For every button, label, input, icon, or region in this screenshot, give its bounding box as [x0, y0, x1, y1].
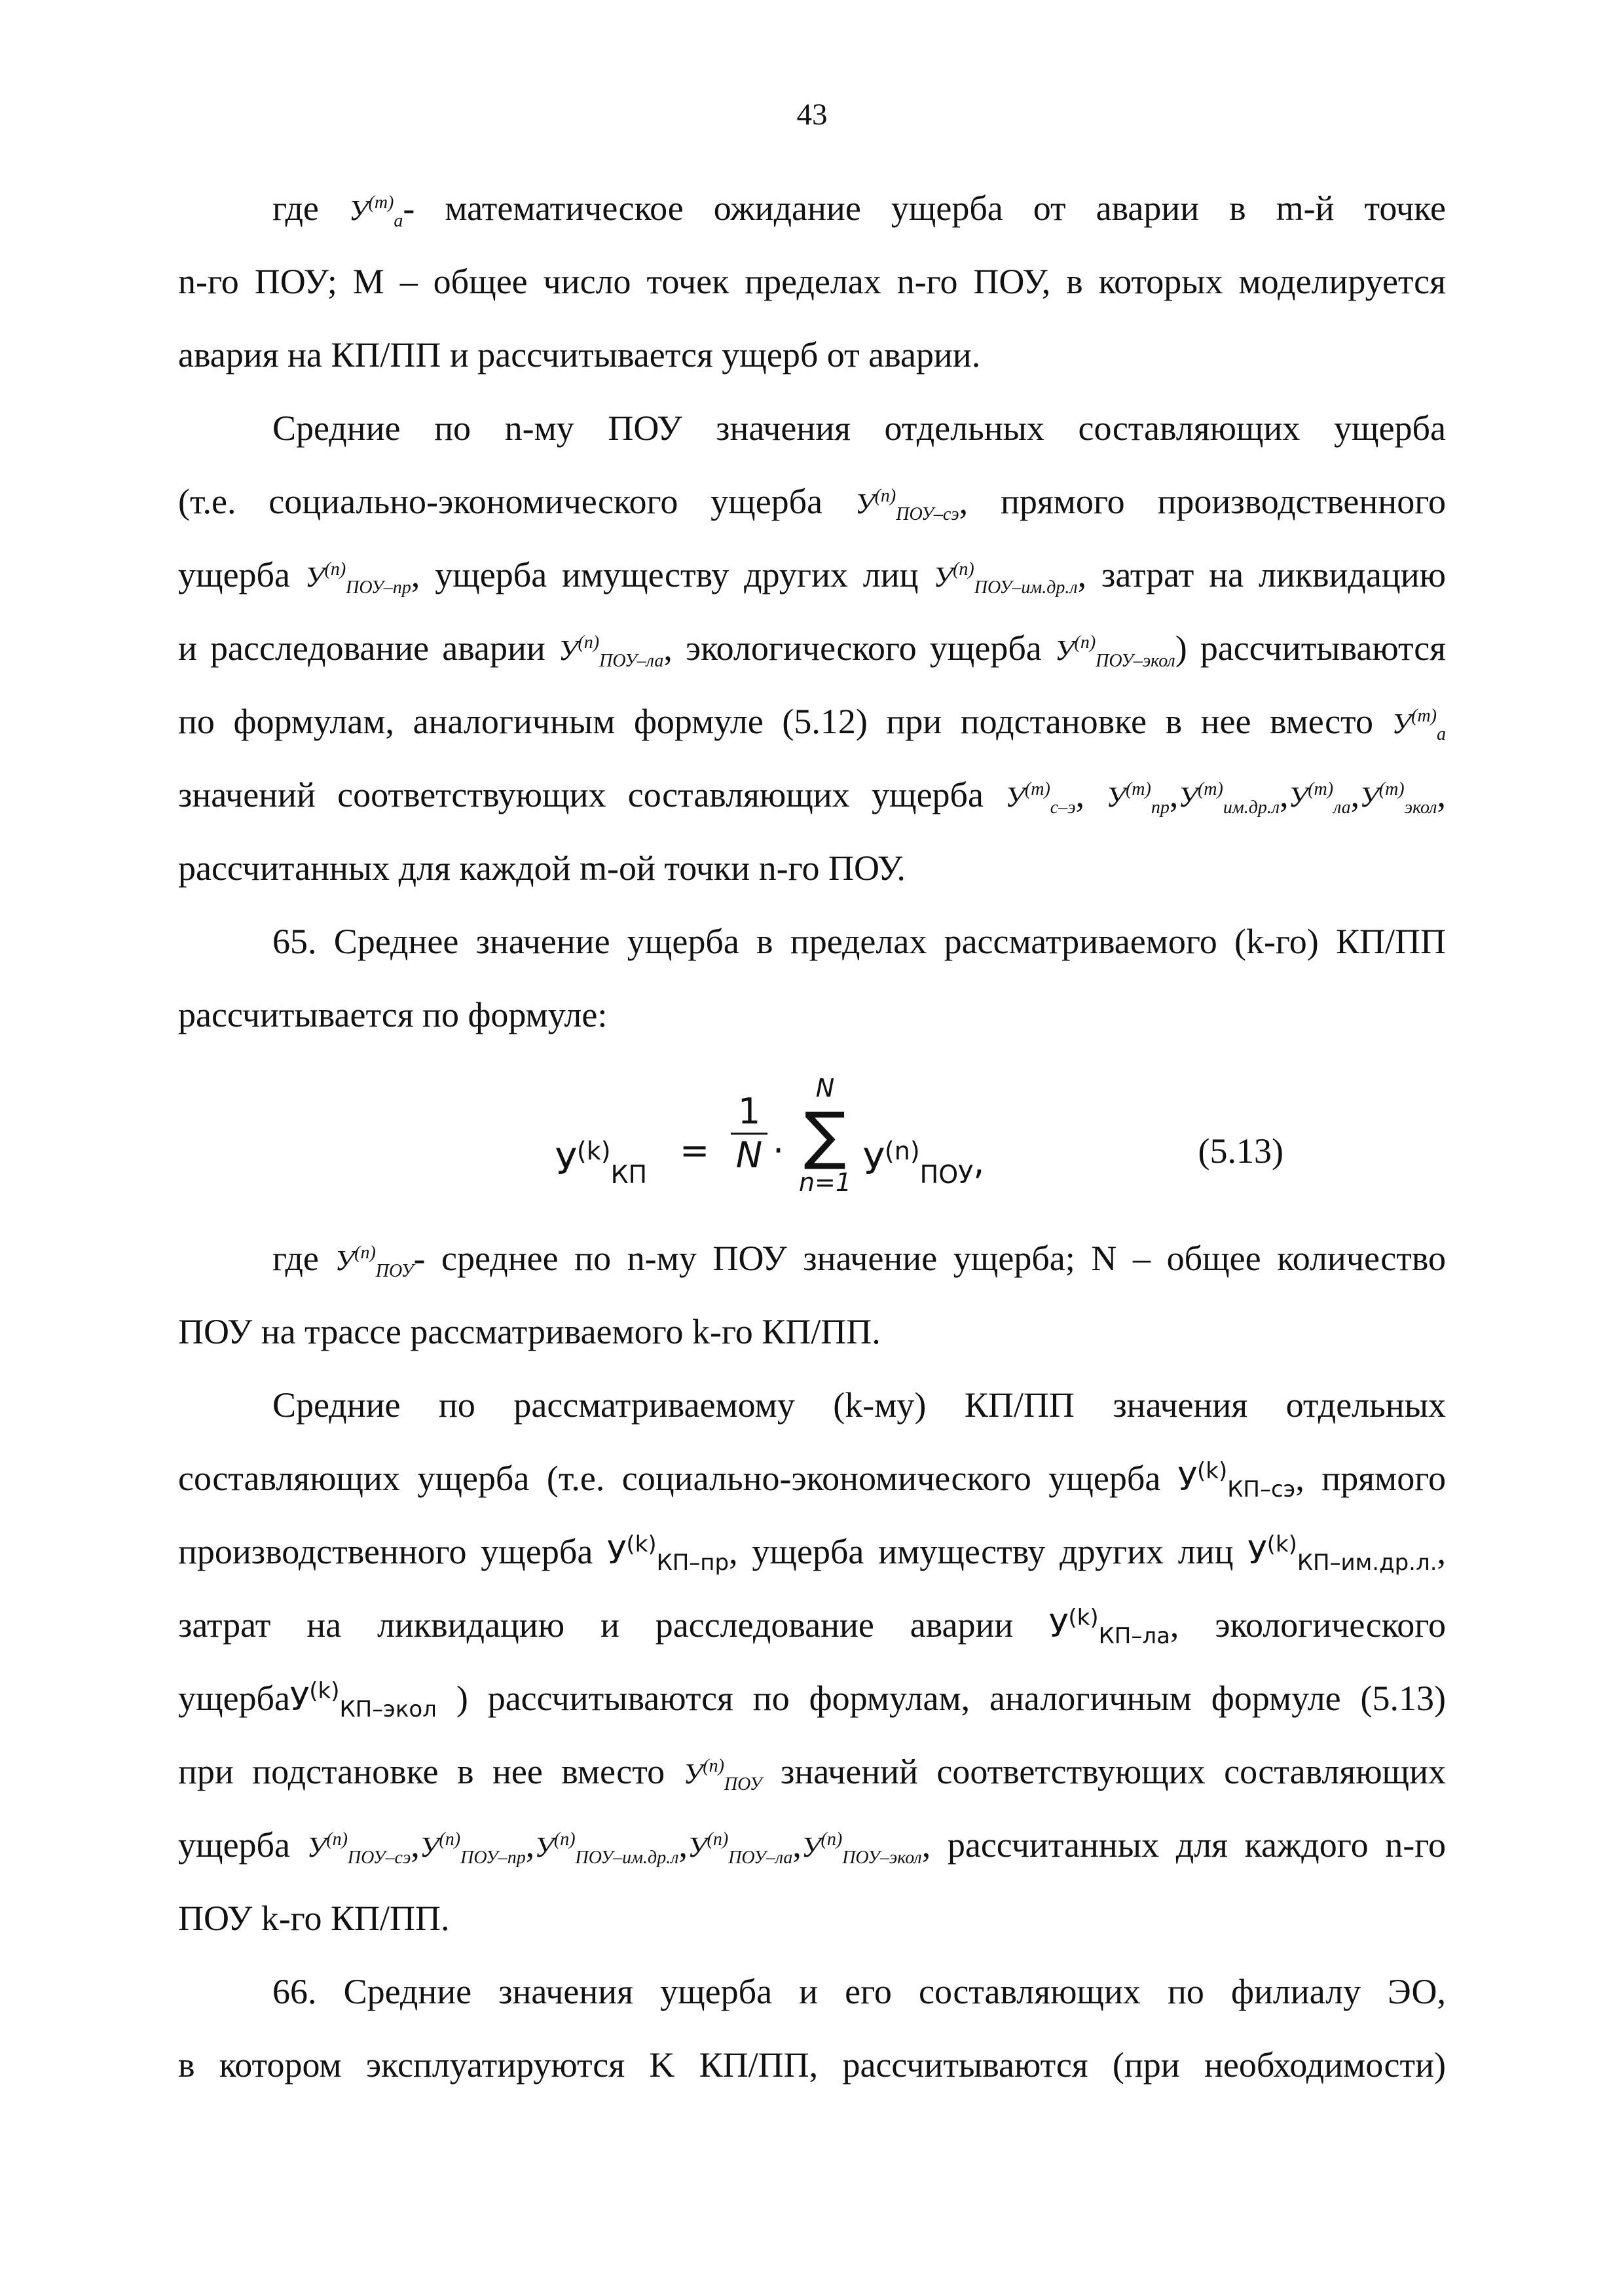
var-pou-2: $У^{(n)}_{ПОУ}$ — [683, 1756, 762, 1795]
p1-line-1 — [178, 172, 1446, 245]
var-m-la: $У^{(m)}_{ла}$ — [1288, 779, 1351, 818]
p6-line-1: 66. Средние значения ущерба и его составляющих по филиалу ЭО, — [272, 1972, 1446, 2011]
formula-number: (5.13) — [1198, 1131, 1283, 1171]
p2-line-4: и расследование аварии $У^{(n)}_{ПОУ-ла}$, экологического ущерба $У^{(n)}_{ПОУ-экол}$) рассчитываются — [178, 629, 1447, 671]
formula-rhs: $У^{(n)}_{ПОУ}$, — [863, 1137, 985, 1189]
var-ya-m: $У^{(m)}_a$ — [348, 192, 403, 231]
p1-line-2: n-го ПОУ; M – общее число точек пределах n-го ПОУ, в которых моделируется — [178, 262, 1446, 301]
p4-line-2: ПОУ на трассе рассматриваемого k-го КП/ПП. — [178, 1312, 881, 1351]
var-pou-pr: $У^{(n)}_{ПОУ-пр}$ — [304, 559, 411, 598]
formula-lhs: $У^{(k)}_{КП}$ — [555, 1137, 648, 1189]
p5-line-7: ущерба $У^{(n)}_{ПОУ-сэ},У^{(n)}_{ПОУ-пр},У^{(n)}_{ПОУ-им.др.л},У^{(n)}_{ПОУ-ла},У^{(n)}_{ПОУ-экол}$, рассчитанных для каждого n-го — [178, 1825, 1446, 1868]
p5-line-2: составляющих ущерба (т.е. социально-экономического ущерба $У^{(k)}_{КП-сэ}$, прямого — [178, 1458, 1447, 1503]
var-kp-se: $У^{(k)}_{КП-сэ}$ — [1177, 1458, 1296, 1503]
var-pou-pr-2: $У^{(n)}_{ПОУ-пр}$ — [419, 1829, 526, 1868]
p5-line-4: затрат на ликвидацию и расследование аварии $У^{(k)}_{КП-ла}$, экологического — [178, 1605, 1447, 1649]
page-body — [178, 172, 1446, 2102]
p6-line-2: в котором эксплуатируются K КП/ПП, рассчитываются (при необходимости) — [178, 2045, 1446, 2085]
p1-line-3: авария на КП/ПП и рассчитывается ущерб от аварии. — [178, 335, 981, 374]
var-pou-im-2: $У^{(n)}_{ПОУ-им.др.л}$ — [534, 1829, 679, 1868]
formula-equals: = — [680, 1130, 710, 1171]
var-m-im: $У^{(m)}_{им.др.л}$ — [1178, 779, 1280, 818]
formula-body — [555, 1051, 1053, 1222]
var-kp-im: $У^{(k)}_{КП-им.др.л.}$ — [1247, 1531, 1437, 1576]
p3-line-1: 65. Среднее значение ущерба в пределах рассматриваемого (k-го) КП/ПП — [272, 922, 1446, 961]
p2-line-1: Средние по n-му ПОУ значения отдельных составляющих ущерба — [272, 409, 1446, 448]
p2-line-2: (т.е. социально-экономического ущерба $У^{(n)}_{ПОУ-сэ}$, прямого производственного — [178, 482, 1446, 524]
var-a-m: $У^{(m)}_a$ — [1392, 706, 1446, 744]
var-kp-ekol: $У^{(k)}_{КП-экол}$ — [290, 1678, 437, 1722]
p2-line-5: по формулам, аналогичным формуле (5.12) при подстановке в нее вместо $У^{(m)}_a$ — [178, 702, 1446, 744]
page-number: 43 — [796, 98, 828, 132]
p2-line-7: рассчитанных для каждой m-ой точки n-го ПОУ. — [178, 848, 906, 888]
p5-line-6: при подстановке в нее вместо $У^{(n)}_{ПОУ}$ значений соответствующих составляющих — [178, 1752, 1447, 1795]
fraction-denominator: N — [735, 1135, 763, 1176]
var-m-se: $У^{(m)}_{с-э}$ — [1005, 779, 1076, 818]
formula-sum — [792, 1074, 858, 1197]
p2-line-3: ущерба $У^{(n)}_{ПОУ-пр}$, ущерба имуществу других лиц $У^{(n)}_{ПОУ-им.др.л}$, затрат на ликвидацию — [178, 555, 1447, 598]
var-pou-se-2: $У^{(n)}_{ПОУ-сэ}$ — [306, 1829, 411, 1868]
var-pou-ekol: $У^{(n)}_{ПОУ-экол}$ — [1054, 632, 1175, 671]
sum-upper-limit: N — [815, 1074, 835, 1102]
p1-line-1-text: - математическое ожидание ущерба от аварии в m-й точке — [403, 189, 1447, 228]
sum-lower-limit: n=1 — [798, 1168, 852, 1197]
p2-line-6: значений соответствующих составляющих ущерба $У^{(m)}_{с-э}$, $У^{(m)}_{пр},У^{(m)}_{им.др.л},У^{(m)}_{ла},У^{(m)}_{экол}$, — [178, 775, 1447, 818]
formula-5-13 — [178, 1051, 1446, 1222]
var-m-pr: $У^{(m)}_{пр}$ — [1106, 779, 1170, 818]
var-pou-im: $У^{(n)}_{ПОУ-им.др.л}$ — [933, 559, 1078, 598]
var-pou-la: $У^{(n)}_{ПОУ-ла}$ — [558, 632, 664, 671]
sigma-symbol: ∑ — [803, 1099, 847, 1172]
var-pou-la-2: $У^{(n)}_{ПОУ-ла}$ — [687, 1829, 793, 1868]
formula-fraction — [731, 1092, 767, 1175]
p5-line-1: Средние по рассматриваемому (k-му) КП/ПП значения отдельных — [272, 1385, 1446, 1425]
p3-line-2: рассчитывается по формуле: — [178, 995, 608, 1034]
p5-line-8: ПОУ k-го КП/ПП. — [178, 1899, 450, 1938]
formula-dot: · — [773, 1130, 784, 1171]
p5-line-5: ущербаУ$^{(k)}_{КП-экол}$ ) рассчитываются по формулам, аналогичным формуле (5.13) — [178, 1678, 1447, 1722]
p5-line-3: производственного ущерба $У^{(k)}_{КП-пр}$, ущерба имуществу других лиц $У^{(k)}_{КП-им.др.л.}$, — [178, 1531, 1447, 1576]
p4-line-1: где $У^{(n)}_{ПОУ}-$ среднее по n-му ПОУ значение ущерба; N – общее количество — [272, 1239, 1446, 1281]
var-m-ekol: $У^{(m)}_{экол}$ — [1359, 779, 1437, 818]
var-kp-la: $У^{(k)}_{КП-ла}$ — [1049, 1605, 1170, 1649]
var-pou-se: $У^{(n)}_{ПОУ-сэ}$ — [855, 486, 959, 524]
var-pou: $У^{(n)}_{ПОУ}$ — [335, 1243, 414, 1281]
where-word: где — [272, 189, 319, 228]
fraction-numerator: 1 — [737, 1091, 761, 1132]
var-kp-pr: $У^{(k)}_{КП-пр}$ — [607, 1531, 729, 1576]
var-pou-ekol-2: $У^{(n)}_{ПОУ-экол}$ — [801, 1829, 922, 1868]
